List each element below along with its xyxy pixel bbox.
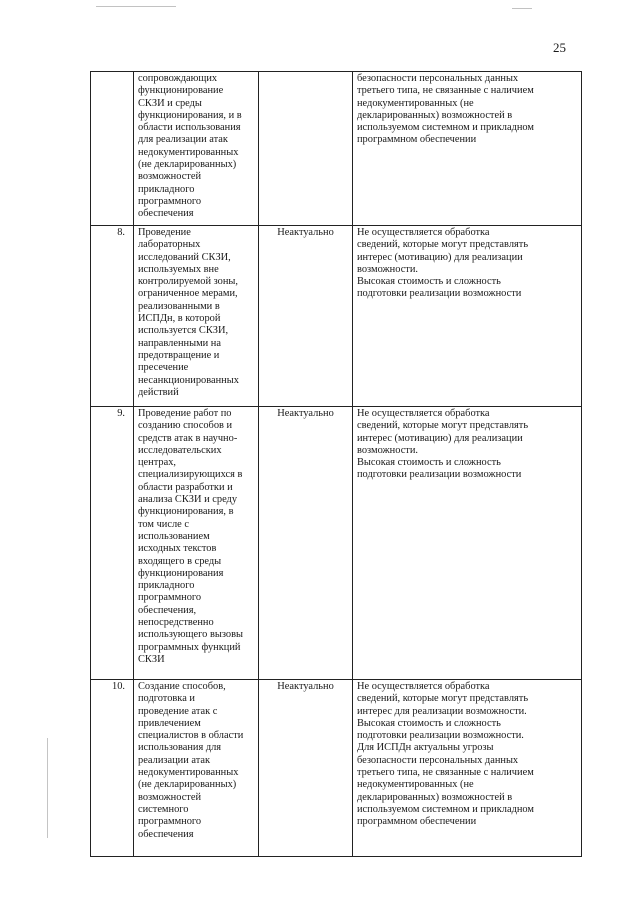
threat-description: Проведение работ по созданию способов и средств атак в научно- исследовательских центрах, специализирующихся в области разработки и анализа СКЗИ и среду функционирования, в том числе с использованием исходных текстов входящего в среды функционирования прикладного программного обеспечения, непосредственно использующего вызовы программных функций СКЗИ <box>134 407 259 680</box>
justification: Не осуществляется обработка сведений, которые могут представлять интерес для реализации возможности. Высокая стоимость и сложность подготовки реализации возможности. Для ИСПДн актуальны угрозы безопасности персональных данных третьего типа, не связанные с наличием недокументированных (не декларированных) возможностей в используемом системном и прикладном программном обеспечении <box>353 680 582 857</box>
justification: Не осуществляется обработка сведений, которые могут представлять интерес (мотивацию) для реализации возможности. Высокая стоимость и сложность подготовки реализации возможности <box>353 407 582 680</box>
threat-description: Создание способов, подготовка и проведение атак с привлечением специалистов в области использования для реализации атак недокументированных (не декларированных) возможностей системного программного обеспечения <box>134 680 259 857</box>
justification: Не осуществляется обработка сведений, которые могут представлять интерес (мотивацию) для реализации возможности. Высокая стоимость и сложность подготовки реализации возможности <box>353 226 582 407</box>
relevance-status <box>259 72 353 226</box>
threat-description: Проведение лабораторных исследований СКЗИ, используемых вне контролируемой зоны, ограниченное мерами, реализованными в ИСПДн, в которой используется СКЗИ, направленными на предотвращение и пресечение несанкционированных действий <box>134 226 259 407</box>
scan-artifact <box>47 738 48 838</box>
row-number <box>91 72 134 226</box>
scan-artifact <box>96 6 176 7</box>
row-number: 9. <box>91 407 134 680</box>
relevance-status: Неактуально <box>259 226 353 407</box>
relevance-status: Неактуально <box>259 680 353 857</box>
table-row <box>91 226 582 407</box>
threat-description: сопровождающих функционирование СКЗИ и среды функционирования, и в области использования для реализации атак недокументированных (не декларированных) возможностей прикладного программного обеспечения <box>134 72 259 226</box>
scan-artifact <box>512 8 532 9</box>
justification: безопасности персональных данных третьего типа, не связанные с наличием недокументированных (не декларированных) возможностей в используемом системном и прикладном программном обеспечении <box>353 72 582 226</box>
table-row <box>91 680 582 857</box>
relevance-status: Неактуально <box>259 407 353 680</box>
threats-table <box>90 71 582 857</box>
row-number: 10. <box>91 680 134 857</box>
page-number: 25 <box>553 40 566 55</box>
row-number: 8. <box>91 226 134 407</box>
table-row <box>91 72 582 226</box>
table-row <box>91 407 582 680</box>
